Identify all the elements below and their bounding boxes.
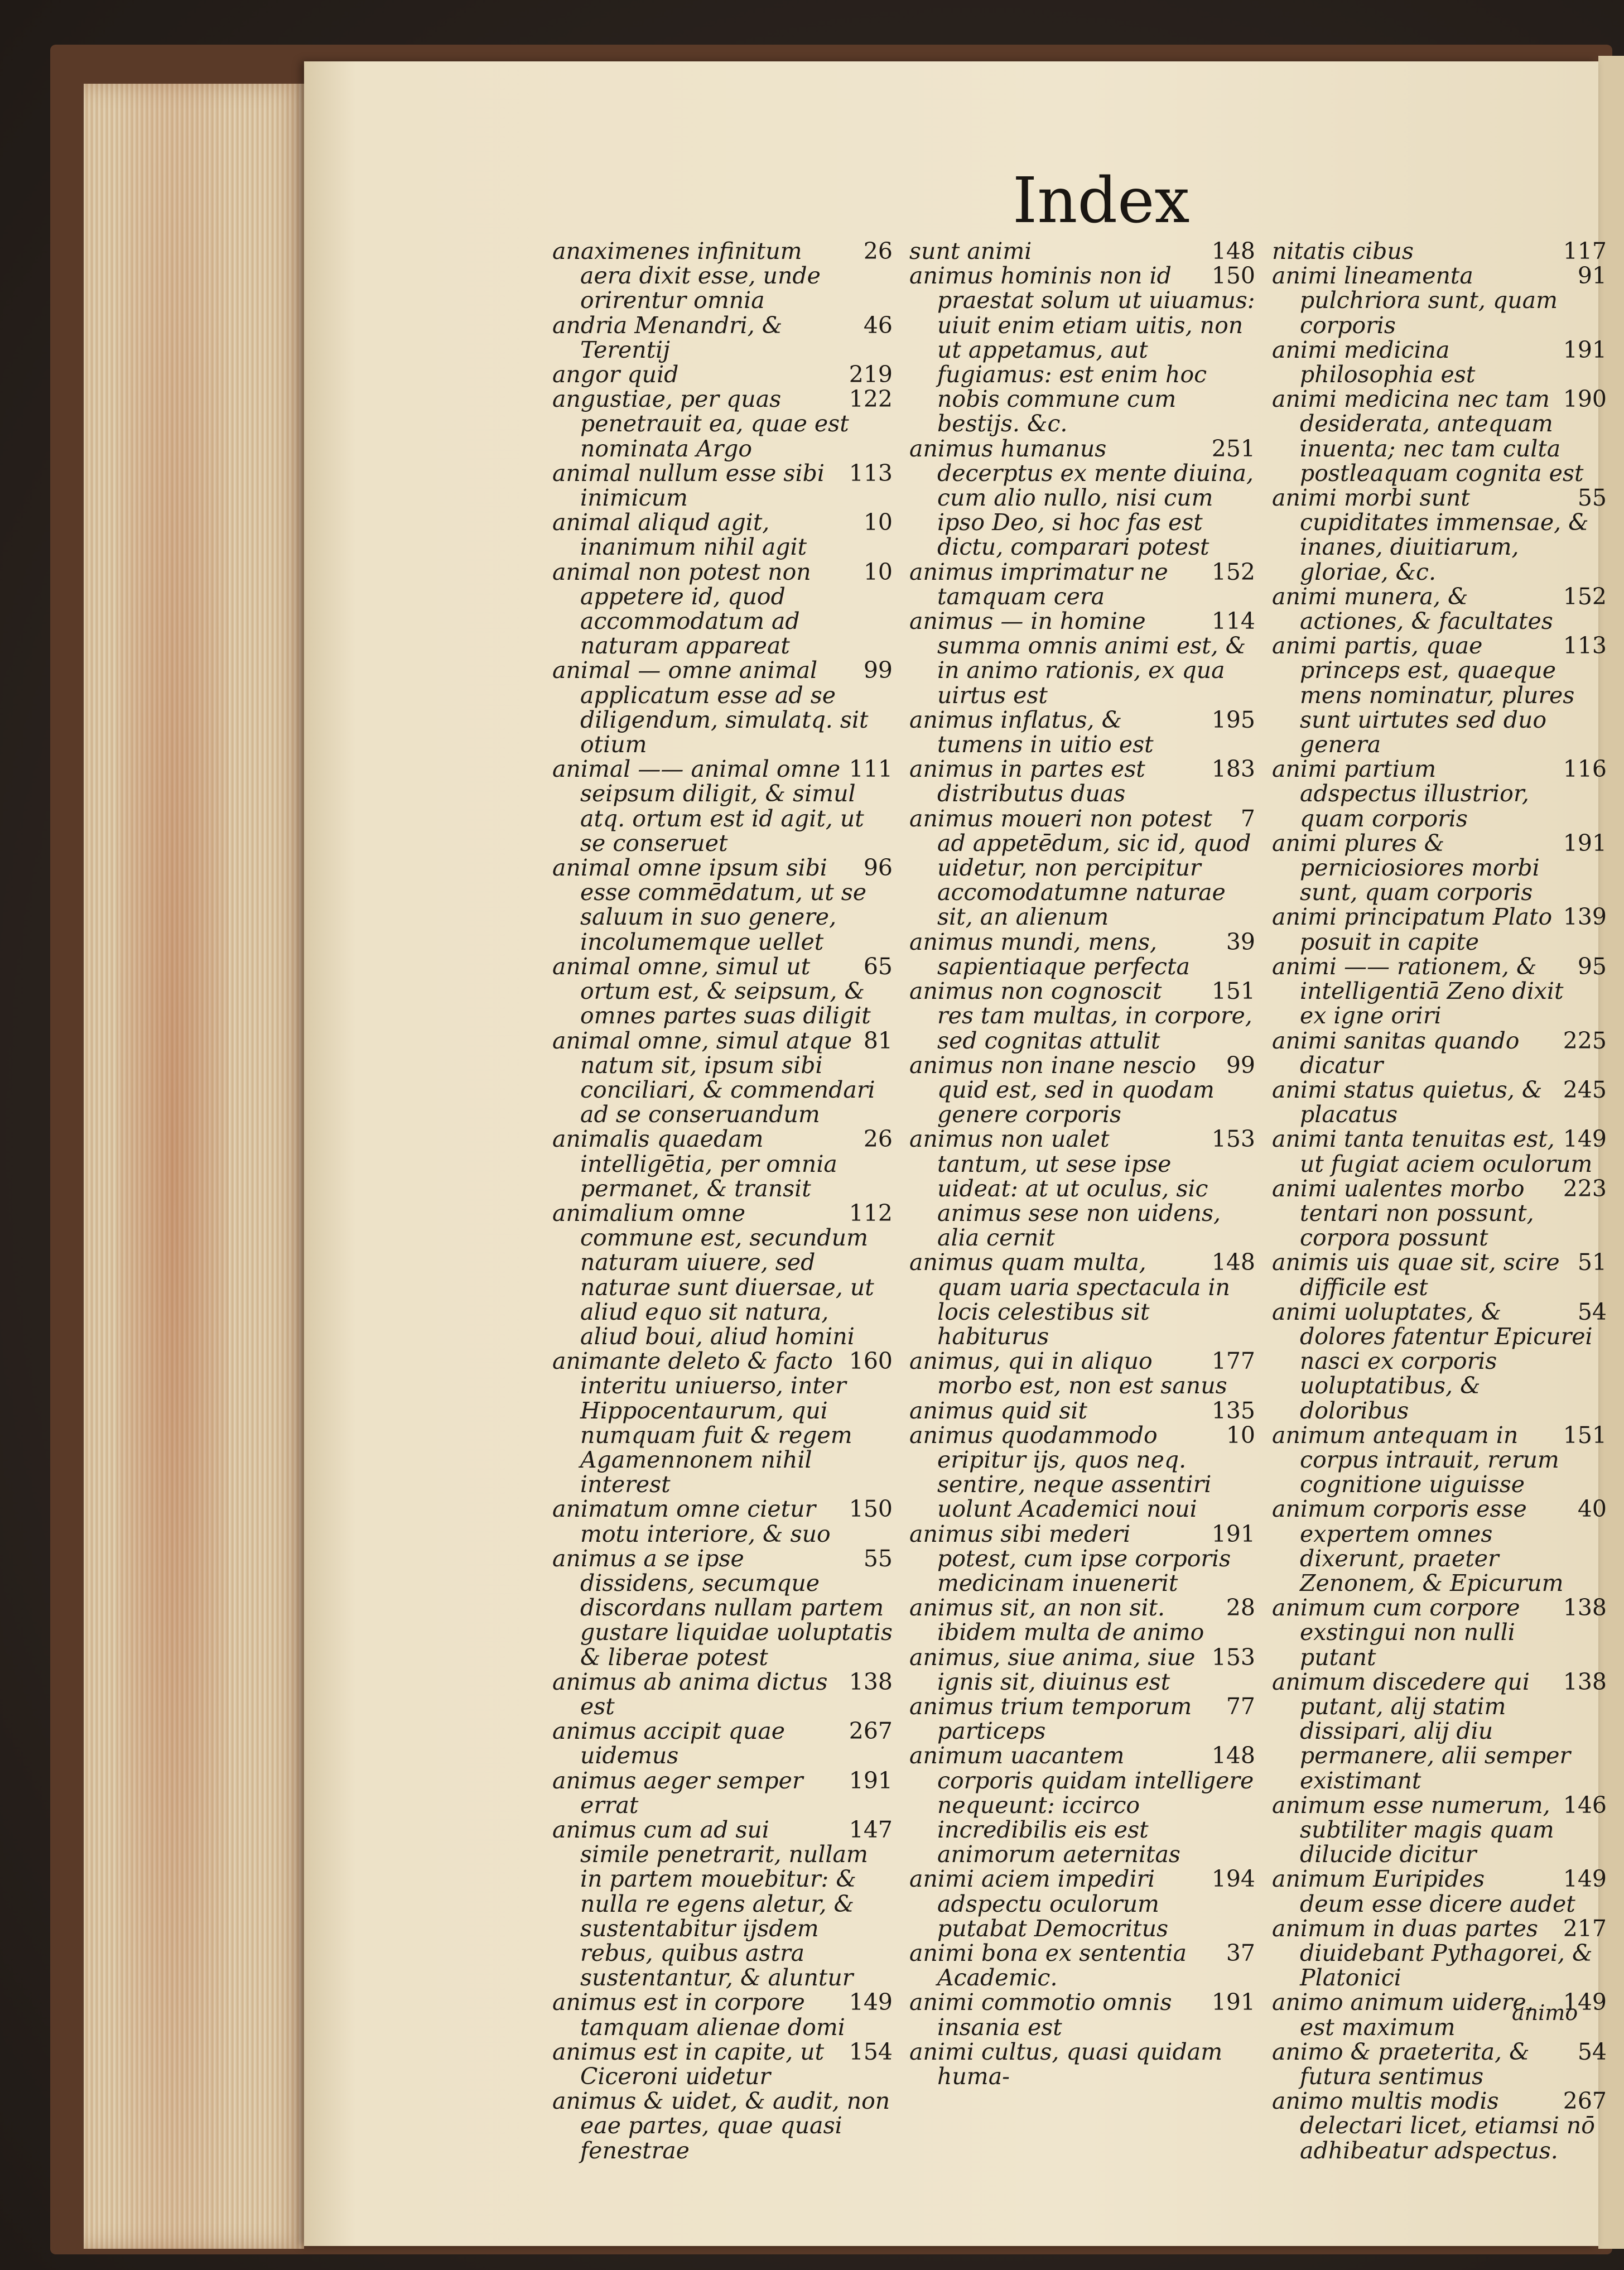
- index-entry: [909, 757, 1255, 806]
- entry-text: animus non ualet tantum, ut sese ipse uideat: at ut oculus, sic animus sese non uidens, alia cernit: [909, 1126, 1221, 1252]
- entry-text: animus non cognoscit res tam multas, in corpore, sed cognitas attulit: [909, 978, 1252, 1054]
- index-entry: [552, 1719, 893, 1768]
- index-entry: [552, 2089, 893, 2163]
- page-reference: 267: [1563, 2088, 1607, 2115]
- index-entry: [552, 510, 893, 559]
- page-reference: 219: [849, 361, 893, 388]
- index-entry: [909, 239, 1255, 263]
- index-entry: [1272, 484, 1607, 585]
- page-reference: 7: [1240, 805, 1255, 832]
- index-entry: [1272, 2038, 1607, 2090]
- index-entry: [1272, 1791, 1607, 1868]
- entry-text: animus non inane nescio quid est, sed in quodam genere corporis: [909, 1051, 1215, 1128]
- page-reference: 148: [1211, 1742, 1255, 1769]
- page-reference: 81: [863, 1027, 893, 1054]
- page-reference: 113: [849, 459, 893, 487]
- entry-text: animus quodammodo eripitur ijs, quos neq. sentire, neque assentiri uolunt Academici noui: [909, 1421, 1212, 1523]
- page-reference: 114: [1211, 608, 1255, 635]
- page-edges: [84, 84, 304, 2249]
- entry-text: animus imprimatur ne tamquam cera: [909, 558, 1168, 610]
- entry-text: animus, qui in aliquo morbo est, non est sanus: [909, 1348, 1227, 1399]
- entry-text: animum uacantem corporis quidam intelligere nequeunt: iccirco incredibilis eis est animorum aeternitas: [909, 1742, 1254, 1868]
- entry-text: animus, siue anima, siue ignis sit, diuinus est: [909, 1643, 1196, 1695]
- index-entry: [552, 560, 893, 658]
- page-reference: 160: [849, 1348, 893, 1375]
- entry-text: animalis quaedam intelligētia, per omnia permanet, & transit: [552, 1126, 837, 1202]
- index-entry: [909, 263, 1255, 436]
- page-reference: 195: [1211, 706, 1255, 733]
- page-reference: 154: [849, 2038, 893, 2065]
- page-reference: 10: [863, 558, 893, 585]
- entry-text: nitatis cibus: [1272, 238, 1414, 264]
- entry-text: animus est in capite, ut Ciceroni uidetur: [552, 2038, 825, 2090]
- page-reference: 149: [849, 1989, 893, 2016]
- index-entry: [552, 1497, 893, 1546]
- index-entry: [1272, 1865, 1607, 1917]
- index-entry: [552, 461, 893, 510]
- page-reference: 191: [1211, 1520, 1255, 1547]
- index-entry: [909, 2040, 1255, 2089]
- catchword: animo: [1512, 2000, 1578, 2025]
- page-reference: 183: [1211, 756, 1255, 783]
- entry-text: animus a se ipse dissidens, secumque discordans nullam partem gustare liquidae uoluptatis & liberae potest: [552, 1545, 893, 1671]
- page-reference: 135: [1211, 1397, 1255, 1424]
- page-reference: 191: [849, 1767, 893, 1794]
- entry-text: animal aliqud agit, inanimum nihil agit: [552, 509, 807, 561]
- page-reference: 111: [849, 756, 893, 783]
- index-entry: [1272, 1126, 1607, 1177]
- entry-text: animo animum uidere, est maximum: [1272, 1989, 1534, 2041]
- entry-text: animi medicina nec tam desiderata, antequam inuenta; nec tam culta postleaquam cognita est: [1272, 386, 1584, 487]
- entry-text: animum Euripides deum esse dicere audet: [1272, 1865, 1575, 1917]
- entry-text: animus accipit quae uidemus: [552, 1718, 786, 1769]
- index-entry: [909, 1423, 1255, 1522]
- entry-text: animus quid sit: [909, 1397, 1087, 1424]
- page-header: Index: [1013, 165, 1190, 237]
- page-reference: 225: [1563, 1027, 1607, 1054]
- index-entry: [552, 1201, 893, 1349]
- page-reference: 153: [1211, 1126, 1255, 1153]
- entry-text: animus inflatus, & tumens in uitio est: [909, 706, 1154, 758]
- index-entry: [1272, 238, 1607, 264]
- index-entry: [1272, 1421, 1607, 1498]
- page-reference: 122: [849, 386, 893, 413]
- page-reference: 148: [1211, 238, 1255, 264]
- index-entry: [552, 1028, 893, 1127]
- entry-text: animi sanitas quando dicatur: [1272, 1027, 1520, 1079]
- page-reference: 251: [1211, 435, 1255, 462]
- page-reference: 96: [863, 854, 893, 882]
- index-entry: [1272, 1076, 1607, 1128]
- index-entry: [909, 806, 1255, 930]
- page-reference: 267: [849, 1718, 893, 1745]
- entry-text: animal — omne animal applicatum esse ad se diligendum, simulatq. sit otium: [552, 657, 869, 758]
- entry-text: animum esse numerum, subtiliter magis quam dilucide dicitur: [1272, 1791, 1554, 1868]
- entry-text: animi uoluptates, & dolores fatentur Epicurei nasci ex corporis uoluptatibus, & doloribus: [1272, 1298, 1593, 1424]
- entry-text: animum discedere qui putant, alij statim dissipari, alij diu permanere, alii semper existimant: [1272, 1668, 1571, 1794]
- page-reference: 191: [1211, 1989, 1255, 2016]
- page-reference: 191: [1563, 829, 1607, 857]
- page-reference: 146: [1563, 1791, 1607, 1819]
- entry-text: animo multis modis delectari licet, etiamsi nō adhibeatur adspectus.: [1272, 2088, 1595, 2164]
- index-entry: [909, 1127, 1255, 1250]
- entry-text: animi partis, quae princeps est, quaeque mens nominatur, plures sunt uirtutes sed duo genera: [1272, 632, 1575, 758]
- entry-text: animal omne ipsum sibi esse commēdatum, ut se saluum in suo genere, incolumemque uellet: [552, 854, 867, 955]
- page-reference: 245: [1563, 1076, 1607, 1103]
- entry-text: angor quid: [552, 361, 679, 388]
- entry-text: animus & uidet, & audit, non eae partes, quae quasi fenestrae: [552, 2088, 890, 2164]
- page-reference: 95: [1577, 953, 1607, 980]
- index-entry: [1272, 1915, 1607, 1992]
- page-reference: 147: [849, 1816, 893, 1843]
- index-entry: [909, 1398, 1255, 1423]
- entry-text: animus est in corpore tamquam alienae domi: [552, 1989, 845, 2041]
- index-entry: [909, 436, 1255, 560]
- index-entry: [909, 930, 1255, 979]
- index-entry: [552, 757, 893, 855]
- entry-text: andria Menandri, & Terentij: [552, 311, 783, 363]
- index-entry: [552, 362, 893, 387]
- page-reference: 39: [1226, 928, 1255, 955]
- index-entry: [909, 708, 1255, 757]
- entry-text: animi lineamenta pulchriora sunt, quam corporis: [1272, 262, 1558, 339]
- page-reference: 138: [1563, 1668, 1607, 1695]
- index-entry: [1272, 1175, 1607, 1252]
- index-entry: [1272, 386, 1607, 487]
- index-entry: [552, 1990, 893, 2039]
- page-reference: 150: [849, 1495, 893, 1523]
- page-reference: 55: [1577, 484, 1607, 512]
- entry-text: animum in duas partes diuidebant Pythagorei, & Platonici: [1272, 1915, 1593, 1992]
- entry-text: animatum omne cietur motu interiore, & suo: [552, 1495, 831, 1547]
- page-reference: 138: [1563, 1594, 1607, 1622]
- page-reference: 26: [863, 1126, 893, 1153]
- entry-text: animi medicina philosophia est: [1272, 336, 1476, 388]
- entry-text: animus aeger semper errat: [552, 1767, 803, 1819]
- entry-text: animi aciem impediri adspectu oculorum putabat Democritus: [909, 1865, 1169, 1942]
- index-entry: [909, 1522, 1255, 1596]
- entry-text: animi principatum Plato posuit in capite: [1272, 903, 1553, 955]
- entry-text: animante deleto & facto interitu uniuerso, inter Hippocentaurum, qui numquam fuit & regem Agamennonem nihil interest: [552, 1348, 852, 1498]
- index-entry: [552, 1768, 893, 1817]
- index-entry: [909, 1941, 1255, 1990]
- entry-text: animus cum ad sui simile penetrarit, nullam in partem mouebitur: & nulla re egens aletur, & sustentabitur ijsdem rebus, quibus astra sustentantur, & aluntur: [552, 1816, 868, 1992]
- entry-text: animal non potest non appetere id, quod accommodatum ad naturam appareat: [552, 558, 811, 660]
- page-reference: 113: [1563, 632, 1607, 660]
- page-reference: 194: [1211, 1865, 1255, 1893]
- entry-text: anaximenes infinitum aera dixit esse, unde orirentur omnia: [552, 238, 821, 314]
- index-entry: [909, 609, 1255, 708]
- entry-text: animus mundi, mens, sapientiaque perfecta: [909, 928, 1190, 980]
- page-reference: 217: [1563, 1915, 1607, 1942]
- index-entry: [552, 2040, 893, 2089]
- index-entry: [1272, 1298, 1607, 1424]
- entry-text: animal omne, simul atque natum sit, ipsum sibi conciliari, & commendari ad se conseruandum: [552, 1027, 875, 1128]
- page-reference: 190: [1563, 386, 1607, 413]
- page-reference: 151: [1563, 1421, 1607, 1449]
- page-reference: 112: [849, 1199, 893, 1227]
- index-entry: [1272, 953, 1607, 1030]
- page-reference: 46: [863, 311, 893, 339]
- page-reference: 28: [1226, 1594, 1255, 1622]
- page-reference: 55: [863, 1545, 893, 1572]
- entry-text: animalium omne commune est, secundum naturam uiuere, sed naturae sunt diuersae, ut aliud equo sit natura, aliud boui, aliud homini: [552, 1199, 874, 1350]
- page-reference: 138: [849, 1668, 893, 1695]
- entry-text: animus hominis non id praestat solum ut uiuamus: uiuit enim etiam uitis, non ut appetamus, aut fugiamus: est enim hoc nobis commune cum bestijs. &c.: [909, 262, 1255, 437]
- index-entry: [1272, 1668, 1607, 1794]
- page-reference: 151: [1211, 978, 1255, 1005]
- page-reference: 40: [1577, 1495, 1607, 1523]
- index-entry: [1272, 262, 1607, 339]
- index-entry: [1272, 1249, 1607, 1301]
- index-entry: [552, 954, 893, 1028]
- page-reference: 10: [1226, 1421, 1255, 1449]
- page-reference: 116: [1563, 756, 1607, 783]
- index-entry: [552, 1127, 893, 1201]
- index-entry: [1272, 1594, 1607, 1671]
- index-entry: [552, 387, 893, 461]
- entry-text: animus ab anima dictus est: [552, 1668, 828, 1720]
- index-entry: [552, 1349, 893, 1497]
- index-entry: [552, 658, 893, 757]
- entry-text: animi —— rationem, & intelligentiā Zeno dixit ex igne oriri: [1272, 953, 1564, 1030]
- entry-text: animi bona ex sententia Academic.: [909, 1940, 1187, 1992]
- page-reference: 150: [1211, 262, 1255, 290]
- index-entry: [552, 239, 893, 313]
- entry-text: animi commotio omnis insania est: [909, 1989, 1172, 2041]
- entry-text: animus trium temporum particeps: [909, 1692, 1192, 1745]
- index-column-3: [1272, 238, 1607, 2164]
- index-entry: [909, 979, 1255, 1053]
- page-reference: 148: [1211, 1249, 1255, 1276]
- entry-text: animus — in homine summa omnis animi est, & in animo rationis, ex qua uirtus est: [909, 608, 1246, 709]
- page-reference: 149: [1563, 1126, 1607, 1153]
- entry-text: animi status quietus, & placatus: [1272, 1076, 1543, 1128]
- index-entry: [1272, 756, 1607, 832]
- page-reference: 149: [1563, 1865, 1607, 1893]
- entry-text: animi cultus, quasi quidam huma-: [909, 2038, 1223, 2090]
- page-reference: 139: [1563, 903, 1607, 931]
- entry-text: animum cum corpore exstingui non nulli putant: [1272, 1594, 1520, 1671]
- index-entry: [1272, 583, 1607, 635]
- entry-text: angustiae, per quas penetrauit ea, quae est nominata Argo: [552, 386, 849, 462]
- index-entry: [1272, 2088, 1607, 2164]
- entry-text: animus sit, an non sit. ibidem multa de animo: [909, 1594, 1204, 1646]
- page-reference: 177: [1211, 1348, 1255, 1375]
- page-reference: 152: [1563, 583, 1607, 610]
- page-reference: 117: [1563, 238, 1607, 264]
- entry-text: animus quam multa, quam uaria spectacula in locis celestibus sit habiturus: [909, 1249, 1230, 1350]
- index-entry: [909, 1694, 1255, 1743]
- page-reference: 26: [863, 238, 893, 264]
- page-reference: 99: [1226, 1051, 1255, 1079]
- entry-text: animus humanus decerptus ex mente diuina, cum alio nullo, nisi cum ipso Deo, si hoc fas est dictu, comparari potest: [909, 435, 1254, 561]
- page-reference: 51: [1577, 1249, 1607, 1276]
- entry-text: animal —— animal omne seipsum diligit, & simul atq. ortum est id agit, ut se conseruet: [552, 756, 864, 857]
- index-entry: [552, 313, 893, 362]
- index-entry: [909, 1743, 1255, 1867]
- page-reference: 54: [1577, 1298, 1607, 1325]
- page-reference: 91: [1577, 262, 1607, 290]
- entry-text: animi partium adspectus illustrior, quam corporis: [1272, 756, 1529, 832]
- page-reference: 149: [1563, 1989, 1607, 2016]
- index-entry: [909, 1645, 1255, 1694]
- page-reference: 223: [1563, 1175, 1607, 1202]
- page-reference: 65: [863, 953, 893, 980]
- page-reference: 153: [1211, 1643, 1255, 1671]
- index-entry: [1272, 1027, 1607, 1079]
- page-reference: 152: [1211, 558, 1255, 585]
- page-reference: 37: [1226, 1940, 1255, 1967]
- entry-text: animis uis quae sit, scire difficile est: [1272, 1249, 1560, 1301]
- entry-text: animi morbi sunt cupiditates immensae, & inanes, diuitiarum, gloriae, &c.: [1272, 484, 1589, 585]
- page-reference: 191: [1563, 336, 1607, 363]
- page-reference: 77: [1226, 1692, 1255, 1720]
- entry-text: animal nullum esse sibi inimicum: [552, 459, 825, 512]
- entry-text: animi tanta tenuitas est, ut fugiat aciem oculorum: [1272, 1126, 1593, 1177]
- page-reference: 10: [863, 509, 893, 536]
- index-entry: [1272, 903, 1607, 955]
- index-entry: [552, 1670, 893, 1719]
- index-entry: [909, 1250, 1255, 1349]
- index-entry: [909, 1349, 1255, 1398]
- index-entry: [909, 1053, 1255, 1127]
- index-column-1: [552, 239, 893, 2163]
- entry-text: animus moueri non potest ad appetēdum, sic id, quod uidetur, non percipitur accomodatumne naturae sit, an alienum: [909, 805, 1251, 931]
- entry-text: animi ualentes morbo tentari non possunt, corpora possunt: [1272, 1175, 1534, 1252]
- index-column-2: [909, 239, 1255, 2089]
- page-reference: 54: [1577, 2038, 1607, 2065]
- entry-text: animal omne, simul ut ortum est, & seipsum, & omnes partes suas diligit: [552, 953, 871, 1030]
- entry-text: animus in partes est distributus duas: [909, 756, 1145, 807]
- index-entry: [552, 1546, 893, 1670]
- entry-text: sunt animi: [909, 238, 1032, 264]
- index-entry: [1272, 632, 1607, 758]
- index-entry: [552, 1817, 893, 1990]
- index-entry: [1272, 829, 1607, 906]
- index-entry: [909, 560, 1255, 609]
- entry-text: animum antequam in corpus intrauit, rerum cognitione uiguisse: [1272, 1421, 1559, 1498]
- entry-text: animi plures & perniciosiores morbi sunt, quam corporis: [1272, 829, 1540, 906]
- entry-text: animum corporis esse expertem omnes dixerunt, praeter Zenonem, & Epicurum: [1272, 1495, 1564, 1596]
- page-reference: 99: [863, 657, 893, 684]
- index-entry: [909, 1990, 1255, 2039]
- index-entry: [909, 1595, 1255, 1644]
- index-entry: [1272, 1495, 1607, 1596]
- entry-text: animo & praeterita, & futura sentimus: [1272, 2038, 1530, 2090]
- index-entry: [909, 1867, 1255, 1941]
- entry-text: animi munera, & actiones, & facultates: [1272, 583, 1553, 635]
- index-entry: [1272, 336, 1607, 388]
- entry-text: animus sibi mederi potest, cum ipse corporis medicinam inuenerit: [909, 1520, 1231, 1596]
- index-entry: [552, 855, 893, 954]
